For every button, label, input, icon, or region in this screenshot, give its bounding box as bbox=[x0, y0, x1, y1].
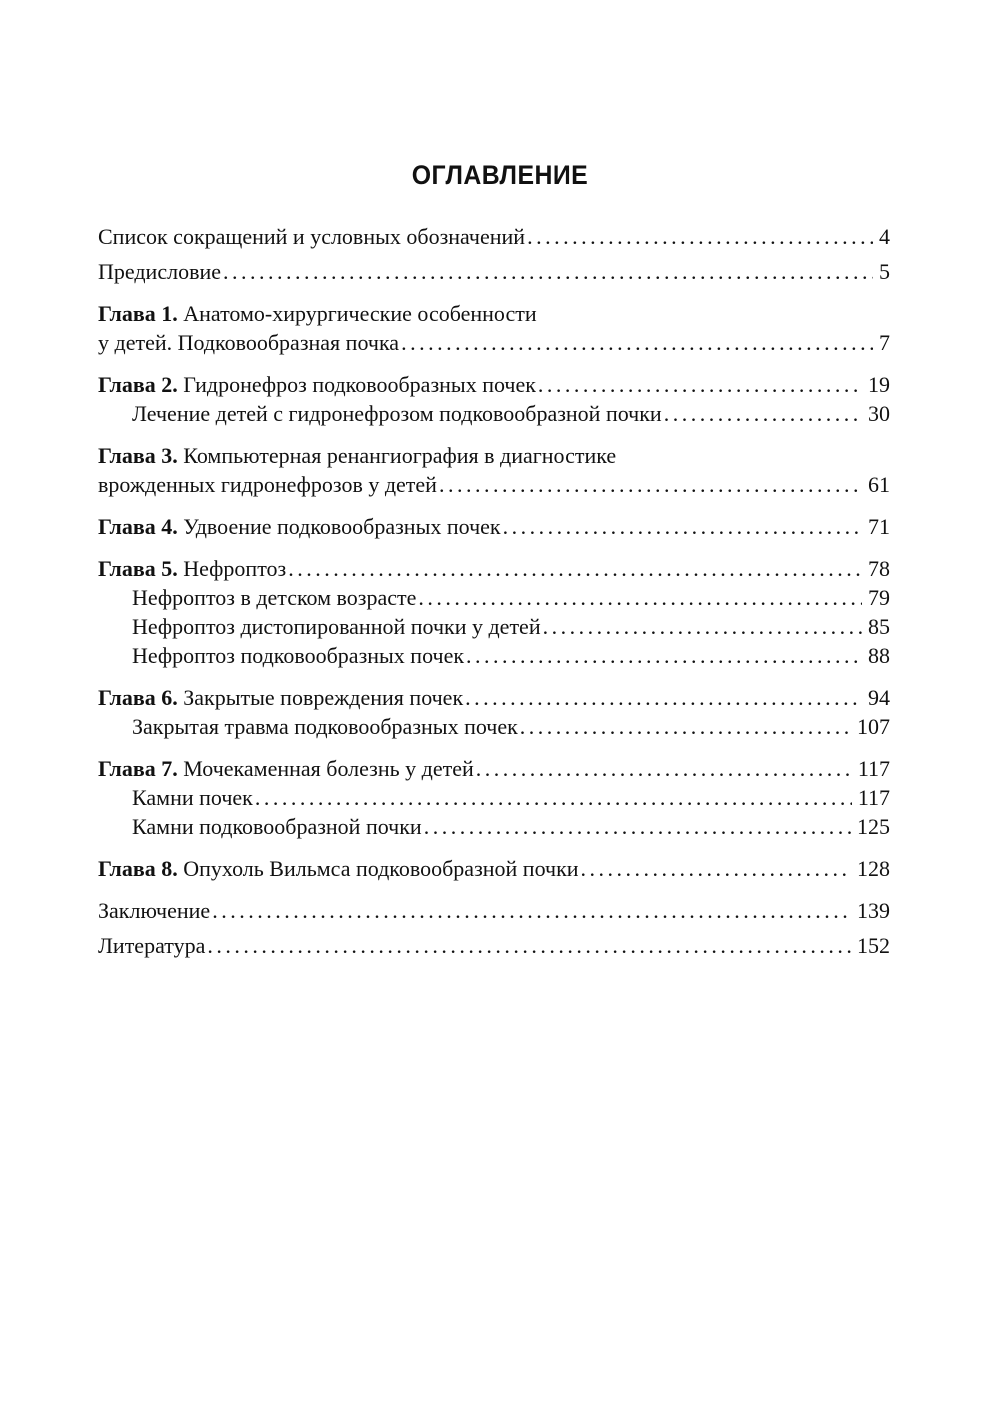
dot-leader bbox=[466, 641, 862, 670]
toc-page-number: 30 bbox=[868, 401, 890, 426]
toc-entry-text: у детей. Подковообразная почка bbox=[98, 330, 400, 355]
toc-page-number: 125 bbox=[857, 814, 890, 839]
toc-group-chapter-8 bbox=[98, 854, 890, 883]
toc-chapter-entry[interactable] bbox=[98, 683, 890, 712]
dot-leader bbox=[439, 470, 862, 499]
chapter-label: Глава 4. bbox=[98, 514, 178, 539]
dot-leader bbox=[223, 257, 873, 286]
toc-entry[interactable] bbox=[98, 931, 890, 960]
toc-page-number: 139 bbox=[857, 898, 890, 923]
chapter-title: Удвоение подковообразных почек bbox=[183, 514, 501, 539]
toc-page-number: 5 bbox=[879, 259, 890, 284]
toc-subentry[interactable] bbox=[98, 612, 890, 641]
toc-group-literature bbox=[98, 931, 890, 960]
toc-entry-text: Список сокращений и условных обозначений bbox=[98, 224, 526, 249]
toc-group-chapter-1 bbox=[98, 299, 890, 357]
toc-entry-text: Нефроптоз в детском возрасте bbox=[132, 585, 417, 610]
toc-entry[interactable] bbox=[98, 257, 890, 286]
toc-subentry[interactable] bbox=[98, 712, 890, 741]
toc-entry[interactable] bbox=[98, 328, 890, 357]
toc-page-number: 85 bbox=[868, 614, 890, 639]
chapter-title: Опухоль Вильмса подковообразной почки bbox=[183, 856, 579, 881]
dot-leader bbox=[424, 812, 851, 841]
toc-group-chapter-3 bbox=[98, 441, 890, 499]
dot-leader bbox=[465, 683, 862, 712]
chapter-title: Закрытые повреждения почек bbox=[183, 685, 464, 710]
dot-leader bbox=[418, 583, 862, 612]
toc-page-number: 61 bbox=[868, 472, 890, 497]
chapter-title-part: Компьютерная ренангиография в диагностике bbox=[183, 443, 617, 468]
chapter-heading-line[interactable] bbox=[98, 299, 890, 328]
toc-page-number: 88 bbox=[868, 643, 890, 668]
chapter-label: Глава 7. bbox=[98, 756, 178, 781]
toc-entry-text: Камни почек bbox=[132, 785, 253, 810]
chapter-label: Глава 5. bbox=[98, 556, 178, 581]
toc-group-chapter-7 bbox=[98, 754, 890, 841]
toc-subentry[interactable] bbox=[98, 399, 890, 428]
toc-page-number: 7 bbox=[879, 330, 890, 355]
toc-chapter-entry[interactable] bbox=[98, 754, 890, 783]
chapter-label: Глава 1. bbox=[98, 301, 178, 326]
dot-leader bbox=[401, 328, 873, 357]
toc-page-number: 107 bbox=[857, 714, 890, 739]
toc-entry-text: Нефроптоз дистопированной почки у детей bbox=[132, 614, 541, 639]
chapter-label: Глава 3. bbox=[98, 443, 178, 468]
table-of-contents bbox=[98, 222, 890, 960]
toc-page-number: 117 bbox=[857, 785, 890, 810]
page-title: ОГЛАВЛЕНИЕ bbox=[411, 160, 589, 190]
toc-entry[interactable] bbox=[98, 896, 890, 925]
toc-group-conclusion bbox=[98, 896, 890, 925]
dot-leader bbox=[527, 222, 873, 251]
dot-leader bbox=[288, 554, 862, 583]
chapter-title-part: Анатомо-хирургические особенности bbox=[183, 301, 537, 326]
toc-entry-text: Нефроптоз подковообразных почек bbox=[132, 643, 465, 668]
toc-page-number: 152 bbox=[857, 933, 890, 958]
toc-entry-text: Камни подковообразной почки bbox=[132, 814, 422, 839]
dot-leader bbox=[476, 754, 852, 783]
toc-group-preface bbox=[98, 257, 890, 286]
toc-page-number: 79 bbox=[868, 585, 890, 610]
toc-page-number: 128 bbox=[857, 856, 890, 881]
toc-chapter-entry[interactable] bbox=[98, 512, 890, 541]
toc-entry-text: Лечение детей с гидронефрозом подковообразной почки bbox=[132, 401, 662, 426]
chapter-label: Глава 6. bbox=[98, 685, 178, 710]
toc-subentry[interactable] bbox=[98, 583, 890, 612]
toc-group-chapter-6 bbox=[98, 683, 890, 741]
chapter-label: Глава 2. bbox=[98, 372, 178, 397]
toc-page-number: 78 bbox=[868, 556, 890, 581]
chapter-title: Гидронефроз подковообразных почек bbox=[183, 372, 536, 397]
chapter-title: Нефроптоз bbox=[183, 556, 287, 581]
toc-entry[interactable] bbox=[98, 470, 890, 499]
toc-page-number: 4 bbox=[879, 224, 890, 249]
toc-group-chapter-5 bbox=[98, 554, 890, 670]
dot-leader bbox=[207, 931, 851, 960]
dot-leader bbox=[538, 370, 862, 399]
dot-leader bbox=[581, 854, 851, 883]
toc-chapter-entry[interactable] bbox=[98, 370, 890, 399]
toc-chapter-entry[interactable] bbox=[98, 854, 890, 883]
toc-subentry[interactable] bbox=[98, 812, 890, 841]
toc-entry-text: Заключение bbox=[98, 898, 211, 923]
toc-page-number: 94 bbox=[868, 685, 890, 710]
toc-entry[interactable] bbox=[98, 222, 890, 251]
toc-group-abbreviations bbox=[98, 222, 890, 251]
dot-leader bbox=[212, 896, 851, 925]
toc-page-number: 117 bbox=[857, 756, 890, 781]
toc-group-chapter-4 bbox=[98, 512, 890, 541]
toc-entry-text: Литература bbox=[98, 933, 206, 958]
dot-leader bbox=[255, 783, 852, 812]
toc-subentry[interactable] bbox=[98, 783, 890, 812]
dot-leader bbox=[664, 399, 862, 428]
toc-group-chapter-2 bbox=[98, 370, 890, 428]
chapter-heading-line[interactable] bbox=[98, 441, 890, 470]
dot-leader bbox=[543, 612, 862, 641]
toc-entry-text: Закрытая травма подковообразных почек bbox=[132, 714, 518, 739]
dot-leader bbox=[520, 712, 851, 741]
dot-leader bbox=[503, 512, 862, 541]
toc-entry-text: врожденных гидронефрозов у детей bbox=[98, 472, 437, 497]
toc-subentry[interactable] bbox=[98, 641, 890, 670]
toc-page-number: 71 bbox=[868, 514, 890, 539]
chapter-title: Мочекаменная болезнь у детей bbox=[183, 756, 474, 781]
toc-page-number: 19 bbox=[868, 372, 890, 397]
chapter-label: Глава 8. bbox=[98, 856, 178, 881]
toc-entry-text: Предисловие bbox=[98, 259, 221, 284]
toc-chapter-entry[interactable] bbox=[98, 554, 890, 583]
